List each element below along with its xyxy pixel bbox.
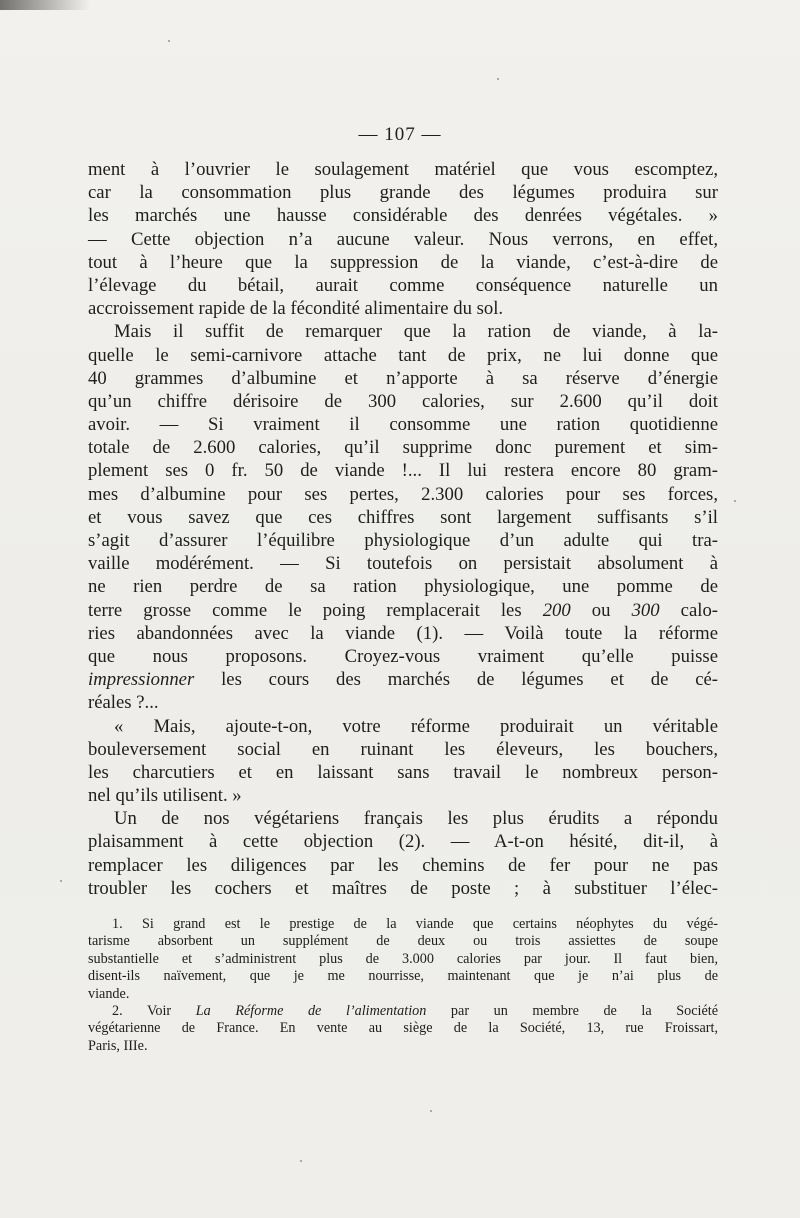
text-line: les charcutiers et en laissant sans travail le nombreux person- (88, 761, 718, 783)
text-line: troubler les cochers et maîtres de poste ; à substituer l’élec- (88, 877, 718, 899)
text-line: « Mais, ajoute-t-on, votre réforme produirait un véritable (114, 715, 718, 737)
text-line: plement ses 0 fr. 50 de viande !... Il lui restera encore 80 gram- (88, 460, 718, 482)
text-line: et vous savez que ces chiffres sont largement suffisants s’il (88, 506, 718, 528)
scan-edge-shadow (0, 0, 90, 10)
text-segment: les cours des marchés de légumes et de cé- (221, 669, 719, 691)
scan-speck (60, 880, 62, 882)
text-line (88, 668, 718, 691)
text-line: Un de nos végétariens français les plus érudits a répondu (114, 808, 718, 830)
footnote-line: viande. (88, 985, 130, 1002)
text-line: qu’un chiffre dérisoire de 300 calories, sur 2.600 qu’il doit (88, 390, 718, 412)
italic-number: 300 (631, 599, 660, 621)
text-line: remplacer les diligences par les chemins de fer pour ne pas (88, 854, 718, 876)
text-line: mes d’albumine pour ses pertes, 2.300 calories pour ses forces, (88, 483, 718, 505)
text-line: accroissement rapide de la fécondité alimentaire du sol. (88, 298, 504, 320)
text-segment: ou (591, 599, 611, 621)
text-segment: par un membre de la Société (450, 1002, 719, 1019)
main-text (88, 158, 718, 900)
text-line: car la consommation plus grande des légumes produira sur (88, 182, 718, 204)
text-segment: 2. Voir (112, 1002, 172, 1019)
footnote-line: 1. Si grand est le prestige de la viande que certains néophytes du végé- (112, 916, 718, 932)
text-line: que nous proposons. Croyez-vous vraiment qu’elle puisse (88, 645, 718, 667)
text-line: ne rien perdre de sa ration physiologique, une pomme de (88, 576, 718, 598)
text-line: quelle le semi-carnivore attache tant de prix, ne lui donne que (88, 344, 718, 366)
text-line: l’élevage du bétail, aurait comme conséquence naturelle un (88, 274, 718, 296)
scan-speck (497, 78, 499, 80)
footnote-line: végétarienne de France. En vente au siège de la Société, 13, rue Froissart, (88, 1020, 718, 1037)
text-line (88, 599, 718, 622)
footnote-line: substantielle et s’administrent plus de 3.000 calories par jour. Il faut bien, (88, 950, 718, 967)
footnote-line (88, 1003, 718, 1020)
page-number: — 107 — (358, 124, 442, 145)
scan-speck (430, 1110, 432, 1112)
text-line: bouleversement social en ruinant les éleveurs, les bouchers, (88, 738, 718, 760)
text-line: totale de 2.600 calories, qu’il supprime donc purement et sim- (88, 437, 718, 459)
italic-word: impressionner (88, 669, 195, 691)
text-line: les marchés une hausse considérable des denrées végétales. » (88, 205, 718, 227)
text-line: réales ?... (88, 692, 159, 714)
text-line: Mais il suffit de remarquer que la ration de viande, à la- (114, 321, 718, 343)
book-title: La Réforme de l’alimentation (195, 1002, 427, 1019)
text-line: 40 grammes d’albumine et n’apporte à sa réserve d’énergie (88, 367, 718, 389)
scan-speck (300, 1160, 302, 1162)
scan-speck (734, 500, 736, 502)
text-line: — Cette objection n’a aucune valeur. Nous verrons, en effet, (88, 228, 718, 250)
text-line: plaisamment à cette objection (2). — A-t-on hésité, dit-il, à (88, 831, 718, 853)
footnote-line: disent-ils naïvement, que je me nourrisse, maintenant que je n’ai plus de (88, 968, 718, 985)
text-segment: terre grosse comme le poing remplacerait les (88, 599, 522, 621)
italic-number: 200 (542, 599, 571, 621)
text-line: s’agit d’assurer l’équilibre physiologique d’un adulte qui tra- (88, 530, 718, 551)
footnotes (88, 916, 718, 1055)
text-line: ment à l’ouvrier le soulagement matériel que vous escomptez, (88, 159, 718, 180)
text-line: tout à l’heure que la suppression de la viande, c’est-à-dire de (88, 251, 718, 273)
text-line: nel qu’ils utilisent. » (88, 785, 242, 807)
text-line: avoir. — Si vraiment il consomme une ration quotidienne (88, 414, 718, 436)
text-segment: calo- (680, 599, 719, 621)
footnote-line: tarisme absorbent un supplément de deux ou trois assiettes de soupe (88, 933, 718, 950)
footnote-line: Paris, IIIe. (88, 1037, 148, 1054)
text-line: vaille modérément. — Si toutefois on persistait absolument à (88, 553, 718, 575)
scan-speck (168, 40, 170, 42)
text-line: ries abandonnées avec la viande (1). — Voilà toute la réforme (88, 622, 718, 644)
